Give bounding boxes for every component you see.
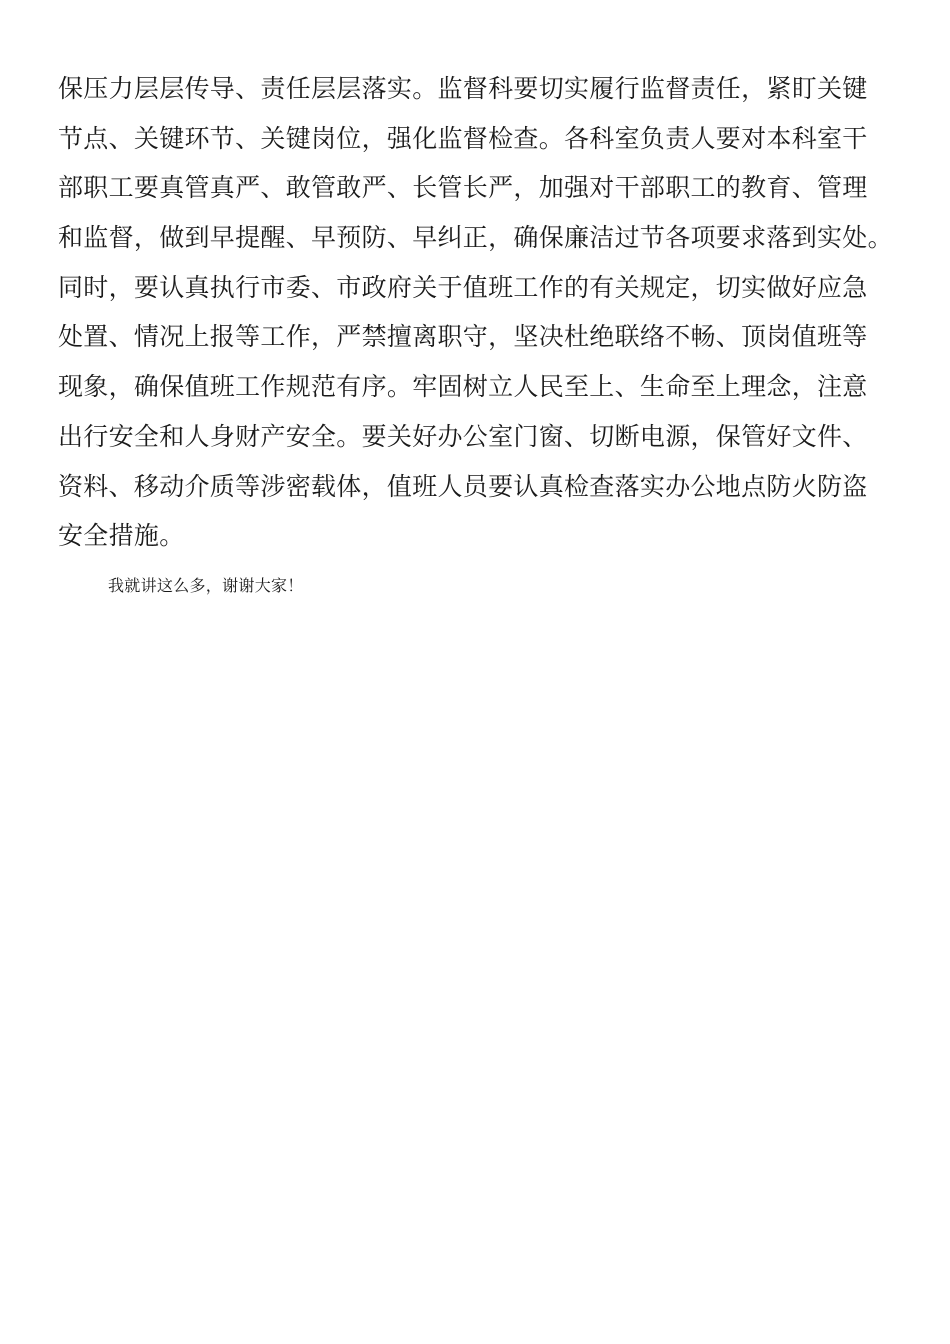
body-text	[58, 64, 898, 611]
paragraph-line: 安全措施。	[58, 521, 185, 551]
paragraph-line: 部职工要真管真严、敢管敢严、长管长严，加强对干部职工的教育、管理	[58, 173, 868, 203]
paragraph-line: 现象，确保值班工作规范有序。牢固树立人民至上、生命至上理念，注意	[58, 372, 868, 402]
paragraph-line: 和监督，做到早提醒、早预防、早纠正，确保廉洁过节各项要求落到实处。	[58, 223, 893, 253]
paragraph-line: 出行安全和人身财产安全。要关好办公室门窗、切断电源，保管好文件、	[58, 421, 868, 451]
paragraph-line: 同时，要认真执行市委、市政府关于值班工作的有关规定，切实做好应急	[58, 272, 868, 302]
paragraph-line: 节点、关键环节、关键岗位，强化监督检查。各科室负责人要对本科室干	[58, 123, 868, 153]
paragraph-line: 保压力层层传导、责任层层落实。监督科要切实履行监督责任，紧盯关键	[58, 74, 868, 103]
closing-line: 我就讲这么多，谢谢大家！	[108, 575, 304, 595]
paragraph-line: 处置、情况上报等工作，严禁擅离职守，坚决杜绝联络不畅、顶岗值班等	[58, 322, 868, 352]
paragraph-line: 资料、移动介质等涉密载体，值班人员要认真检查落实办公地点防火防盗	[58, 471, 868, 501]
